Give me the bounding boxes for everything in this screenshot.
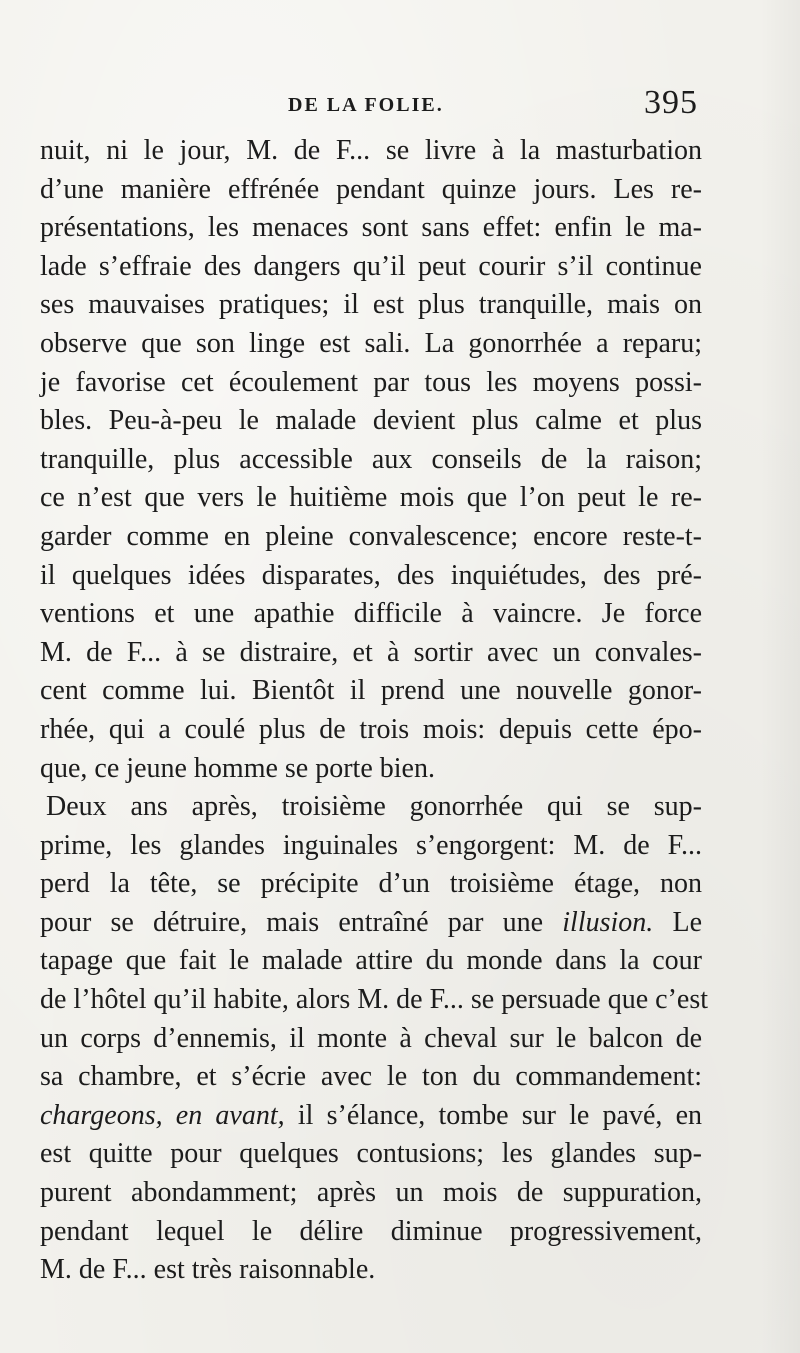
- text-line: purent abondamment; après un mois de suppuration,: [40, 1177, 702, 1209]
- text-line: ce n’est que vers le huitième mois que l’on peut le re-: [40, 482, 702, 514]
- text-line: cent comme lui. Bientôt il prend une nouvelle gonor-: [40, 675, 702, 707]
- text-line: tranquille, plus accessible aux conseils de la raison;: [40, 443, 702, 475]
- paragraph-end-line: que, ce jeune homme se porte bien.: [40, 752, 435, 784]
- text-line: bles. Peu-à-peu le malade devient plus calme et plus: [40, 405, 702, 437]
- text-line: sa chambre, et s’écrie avec le ton du commandement:: [40, 1061, 702, 1093]
- running-head: [0, 84, 800, 130]
- text-line: je favorise cet écoulement par tous les moyens possi-: [40, 366, 702, 398]
- running-title: DE LA FOLIE.: [288, 94, 444, 116]
- text-line: ses mauvaises pratiques; il est plus tranquille, mais on: [40, 289, 702, 321]
- body-text: [40, 132, 709, 1290]
- text-line: perd la tête, se précipite d’un troisième étage, non: [40, 868, 702, 900]
- paragraph-end-line: M. de F... est très raisonnable.: [40, 1254, 376, 1286]
- text-line: ventions et une apathie difficile à vaincre. Je force: [40, 598, 702, 630]
- text-line: M. de F... à se distraire, et à sortir avec un convales-: [40, 636, 702, 668]
- italic-word: illusion.: [562, 906, 654, 938]
- page-number: 395: [644, 84, 698, 121]
- text-line: tapage que fait le malade attire du monde dans la cour: [40, 945, 702, 977]
- text-line: présentations, les menaces sont sans effet: enfin le ma-: [40, 212, 702, 244]
- text-line: d’une manière effrénée pendant quinze jours. Les re-: [40, 173, 702, 205]
- paragraph-start-line: Deux ans après, troisième gonorrhée qui se sup-: [46, 791, 702, 823]
- text-line: un corps d’ennemis, il monte à cheval sur le balcon de: [40, 1022, 702, 1054]
- text-line: observe que son linge est sali. La gonorrhée a reparu;: [40, 327, 702, 359]
- text-line: est quitte pour quelques contusions; les glandes sup-: [40, 1138, 702, 1170]
- text-line-with-italic: [40, 904, 702, 943]
- line-text: il s’élance, tombe sur le pavé, en: [297, 1099, 702, 1131]
- line-text: Le: [672, 906, 702, 938]
- text-line: nuit, ni le jour, M. de F... se livre à la masturbation: [40, 135, 702, 166]
- text-line: il quelques idées disparates, des inquiétudes, des pré-: [40, 559, 702, 591]
- text-line: pendant lequel le délire diminue progressivement,: [40, 1215, 702, 1247]
- line-text: pour se détruire, mais entraîné par une: [40, 906, 544, 938]
- text-line: prime, les glandes inguinales s’engorgent: M. de F...: [40, 829, 702, 861]
- text-line: de l’hôtel qu’il habite, alors M. de F... se persuade que c’est: [40, 984, 709, 1016]
- italic-phrase: chargeons, en avant,: [40, 1099, 285, 1131]
- text-line: lade s’effraie des dangers qu’il peut courir s’il continue: [40, 250, 702, 282]
- text-line-with-italic: [40, 1097, 702, 1136]
- text-line: garder comme en pleine convalescence; encore reste-t-: [40, 520, 702, 552]
- text-line: rhée, qui a coulé plus de trois mois: depuis cette épo-: [40, 713, 702, 745]
